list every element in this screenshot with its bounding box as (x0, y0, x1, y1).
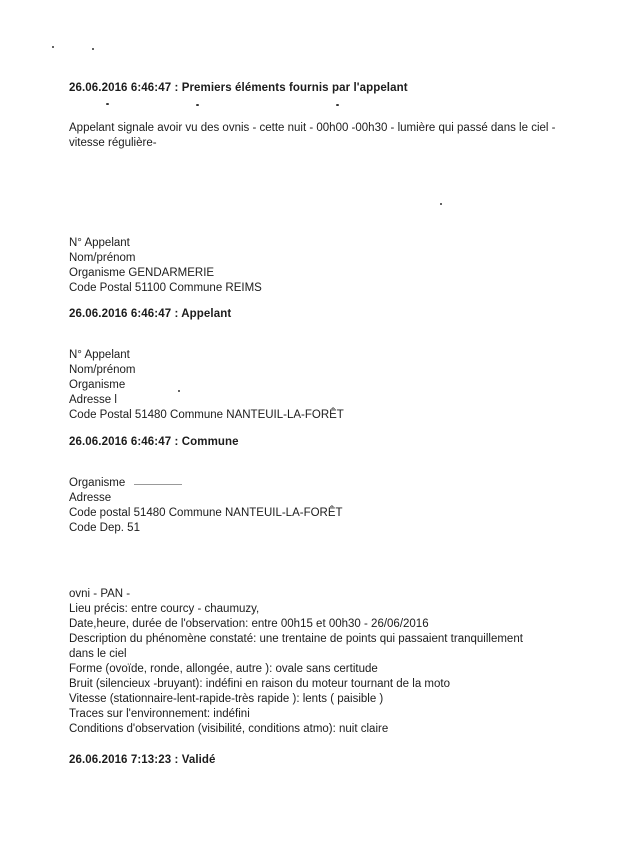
obs-type: ovni - PAN - (69, 588, 131, 600)
appelant-postal: Code Postal 51480 Commune NANTEUIL-LA-FORÊT (69, 409, 344, 421)
obs-description: Description du phénomène constaté: une trentaine de points qui passaient tranquillement (69, 633, 523, 645)
appelant-header: 26.06.2016 6:46:47 : Appelant (69, 308, 232, 320)
obs-traces: Traces sur l'environnement: indéfini (69, 708, 250, 720)
appelant-block (69, 348, 589, 423)
commune-organisation: Organisme (69, 477, 126, 489)
commune-block (69, 476, 589, 536)
obs-datetime: Date,heure, durée de l'observation: entre 00h15 et 00h30 - 26/06/2016 (69, 618, 429, 630)
appelant-address: Adresse l (69, 394, 117, 406)
scan-speck (440, 203, 442, 205)
commune-postal: Code postal 51480 Commune NANTEUIL-LA-FORÊT (69, 507, 343, 519)
commune-address: Adresse (69, 492, 112, 504)
observation-block (69, 587, 589, 737)
caller-info-block (69, 236, 589, 296)
obs-speed: Vitesse (stationnaire-lent-rapide-très rapide ): lents ( paisible ) (69, 693, 384, 705)
obs-noise: Bruit (silencieux -bruyant): indéfini en raison du moteur tournant de la moto (69, 678, 450, 690)
entry-1-header: 26.06.2016 6:46:47 : Premiers éléments fournis par l'appelant (69, 82, 408, 94)
redaction-remnant (134, 484, 182, 485)
scan-speck (106, 103, 109, 105)
caller-postal: Code Postal 51100 Commune REIMS (69, 282, 262, 294)
obs-conditions: Conditions d'observation (visibilité, conditions atmo): nuit claire (69, 723, 389, 735)
caller-organisation: Organisme GENDARMERIE (69, 267, 215, 279)
appelant-organisation: Organisme (69, 379, 126, 391)
entry-1-text: Appelant signale avoir vu des ovnis - cette nuit - 00h00 -00h30 - lumière qui passé dans le ciel - vitesse régulière- (69, 122, 556, 149)
appelant-number: N° Appelant (69, 349, 130, 361)
validated-header: 26.06.2016 7:13:23 : Validé (69, 754, 216, 766)
scan-speck (336, 104, 339, 106)
appelant-name: Nom/prénom (69, 364, 136, 376)
obs-shape: Forme (ovoïde, ronde, allongée, autre ): ovale sans certitude (69, 663, 378, 675)
commune-header: 26.06.2016 6:46:47 : Commune (69, 436, 239, 448)
scan-speck (178, 390, 180, 392)
scan-speck (196, 104, 199, 106)
obs-description-cont: dans le ciel (69, 648, 127, 660)
scan-speck (52, 46, 54, 48)
caller-number: N° Appelant (69, 237, 130, 249)
obs-place: Lieu précis: entre courcy - chaumuzy, (69, 603, 260, 615)
commune-dep: Code Dep. 51 (69, 522, 140, 534)
caller-name: Nom/prénom (69, 252, 136, 264)
scan-speck (92, 48, 94, 50)
